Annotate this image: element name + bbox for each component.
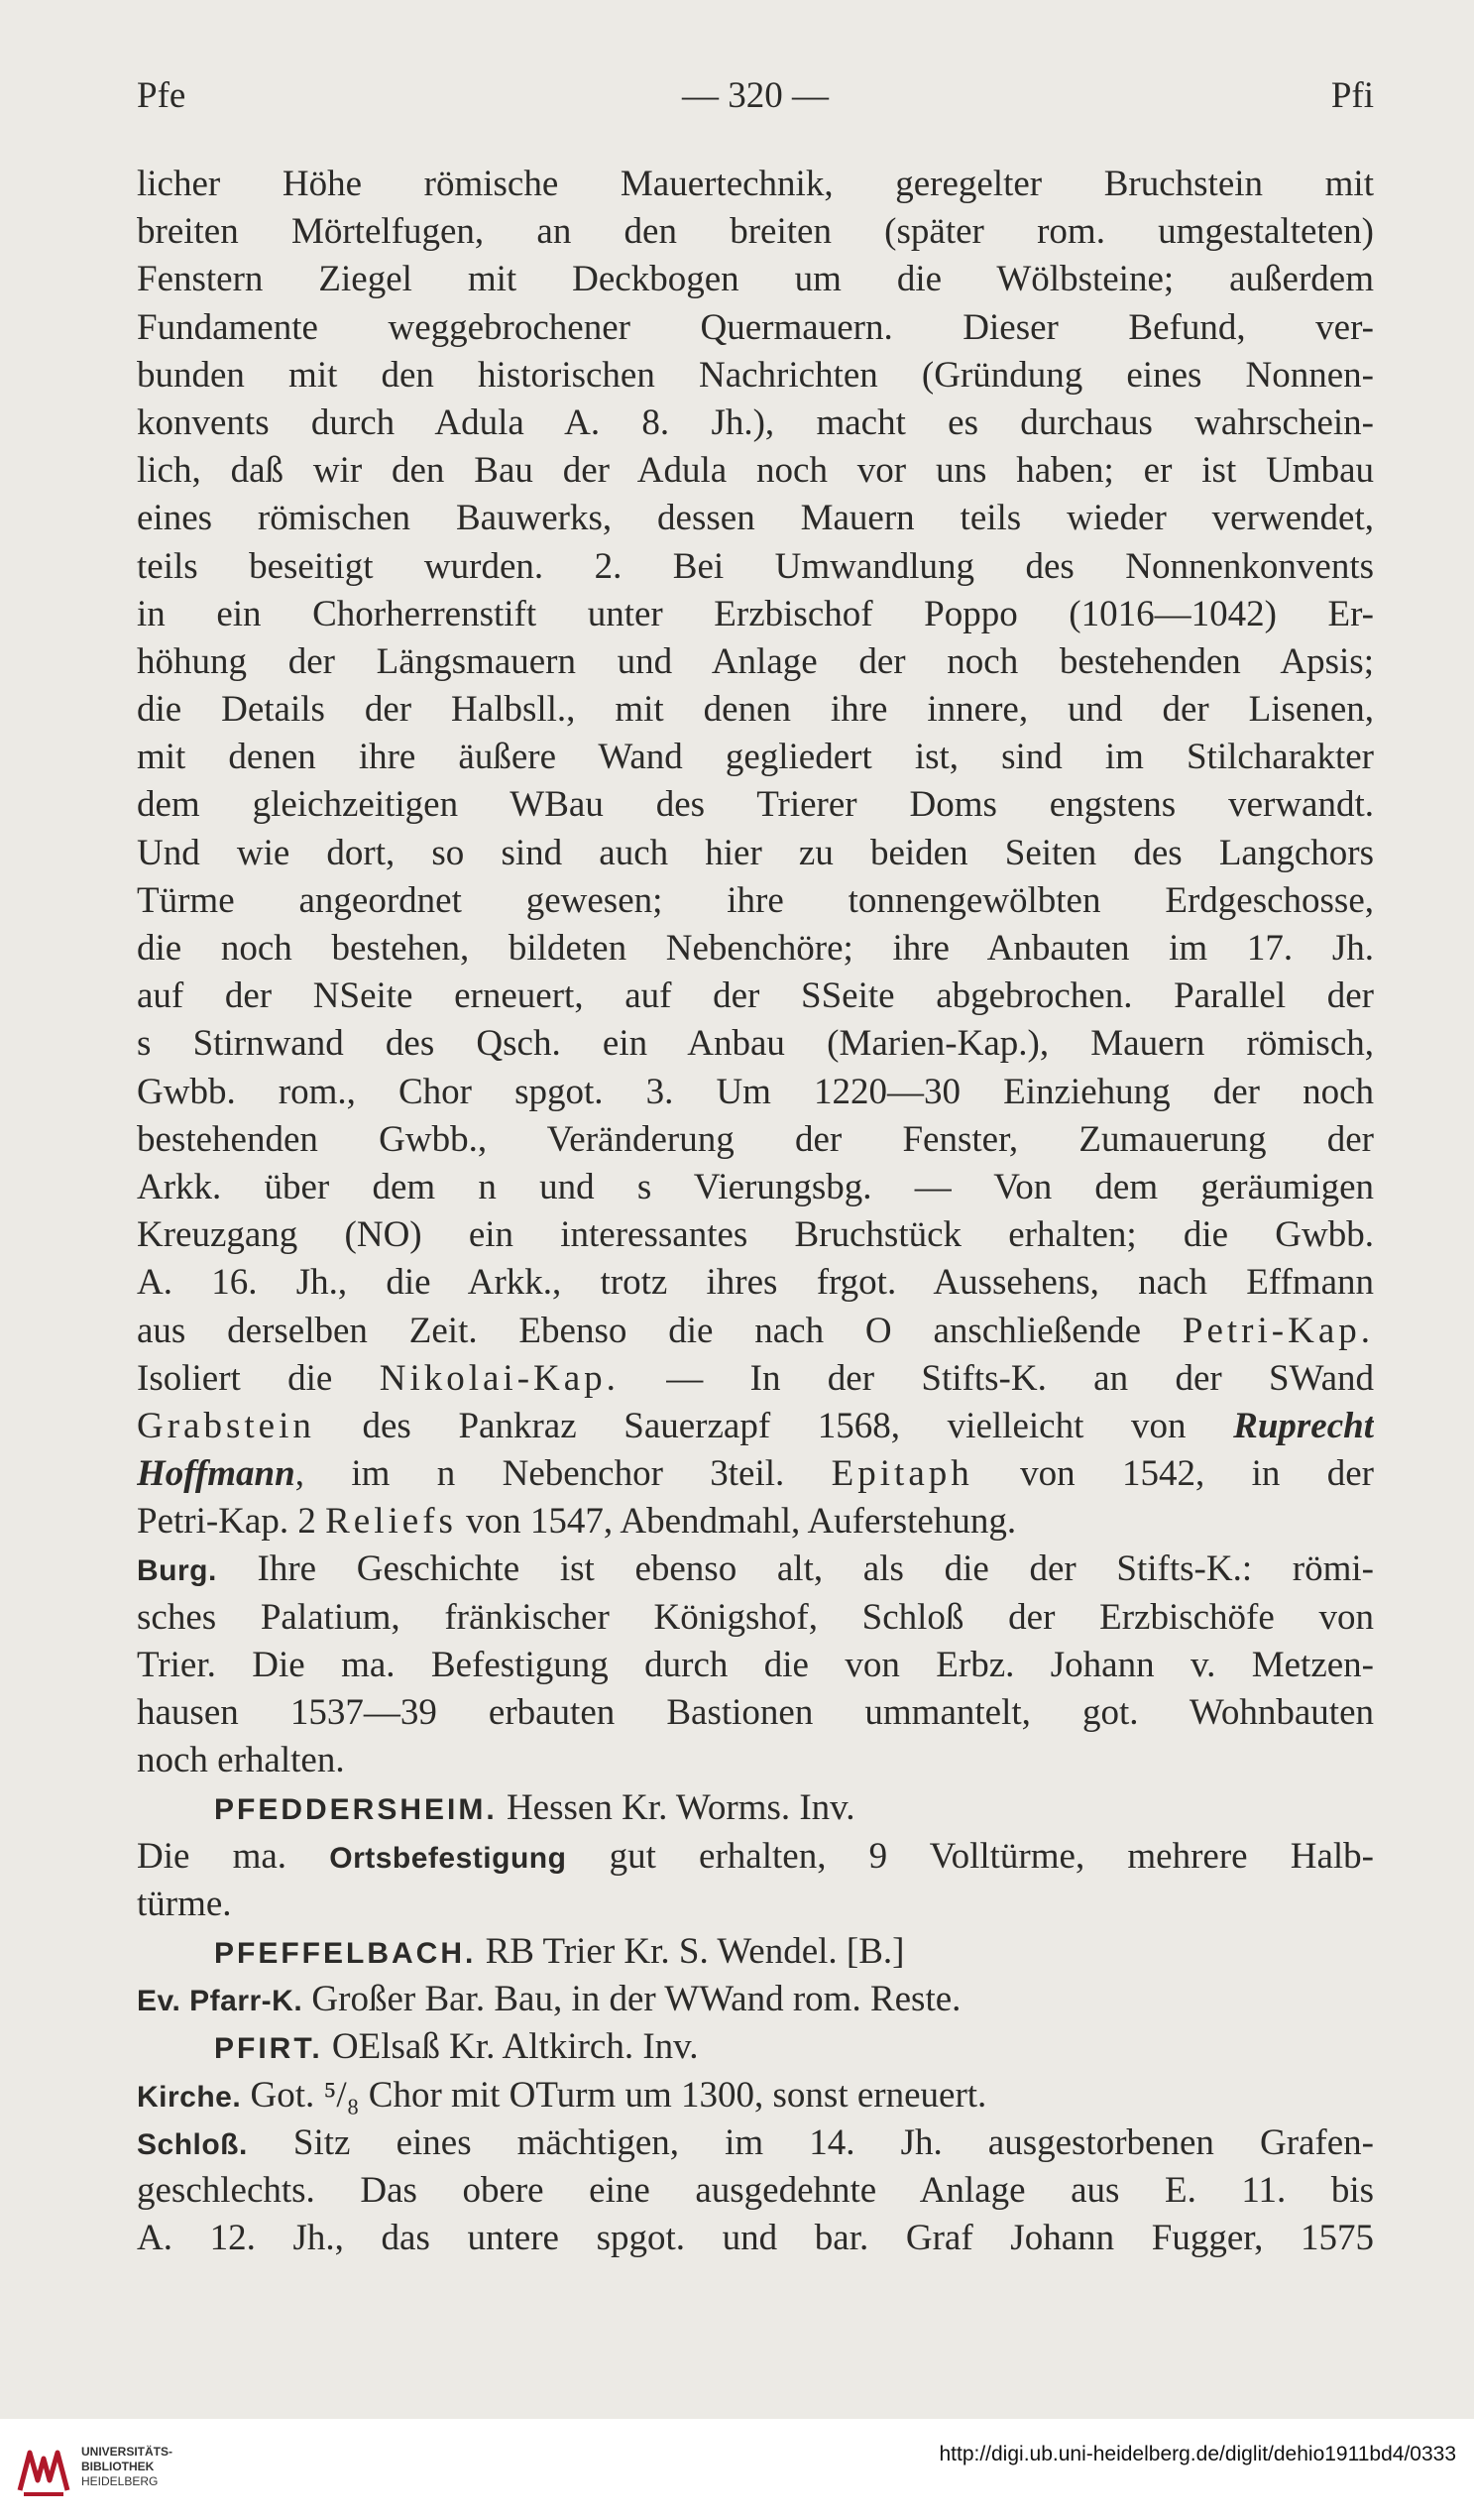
text-line — [137, 447, 1374, 495]
emphasized-text: Nikolai-Kap. — [379, 1357, 620, 1399]
text-line — [137, 400, 1374, 447]
text-line — [137, 1450, 1374, 1498]
text-line — [137, 2119, 1374, 2167]
text-run: s Stirnwand des Qsch. ein Anbau (Marien-Kap.), Mauern römisch, — [137, 1023, 1374, 1065]
text-line — [137, 591, 1374, 638]
emphasized-text: Schloß. — [137, 2127, 248, 2161]
text-run: lich, daß wir den Bau der Adula noch vor uns haben; er ist Umbau — [137, 450, 1374, 492]
text-run: die Details der Halbsll., mit denen ihre innere, und der Lisenen, — [137, 689, 1374, 731]
text-line — [137, 1403, 1374, 1450]
emphasized-text: Ev. Pfarr-K. — [137, 1985, 303, 2018]
text-line — [137, 734, 1374, 781]
text-line — [137, 877, 1374, 925]
text-line — [137, 1642, 1374, 1689]
text-run: Türme angeordnet gewesen; ihre tonnengewölbten Erdgeschosse, — [137, 879, 1374, 921]
library-name-line1: UNIVERSITÄTS- — [81, 2445, 173, 2459]
text-run: teils beseitigt wurden. 2. Bei Umwandlung des Nonnenkonvents — [137, 545, 1374, 587]
text-run: Hessen Kr. Worms. Inv. — [497, 1787, 855, 1829]
text-run: Petri-Kap. 2 — [137, 1501, 326, 1543]
emphasized-text: Ruprecht — [1233, 1405, 1374, 1446]
text-line — [137, 1116, 1374, 1164]
text-line — [137, 925, 1374, 973]
text-line — [137, 1069, 1374, 1116]
text-run: A. 16. Jh., die Arkk., trotz ihres frgot. Aussehens, nach Effmann — [137, 1262, 1374, 1304]
library-name — [81, 2445, 172, 2489]
text-line — [137, 2023, 1374, 2071]
text-line — [137, 2215, 1374, 2262]
text-line — [137, 1020, 1374, 1068]
text-run: des Pankraz Sauerzapf 1568, vielleicht von — [314, 1405, 1234, 1446]
text-run: , im n Nebenchor 3teil. — [294, 1453, 832, 1495]
text-run: von 1547, Abendmahl, Auferstehung. — [456, 1501, 1017, 1543]
text-run: Die ma. — [137, 1835, 330, 1877]
text-run: hausen 1537—39 erbauten Bastionen ummantelt, got. Wohnbauten — [137, 1692, 1374, 1733]
text-line — [137, 830, 1374, 877]
text-run: Fundamente weggebrochener Quermauern. Dieser Befund, ver- — [137, 306, 1374, 348]
emphasized-text: Grabstein — [137, 1405, 315, 1446]
text-line — [137, 161, 1374, 208]
emphasized-text: Petri-Kap. — [1182, 1310, 1374, 1351]
text-line — [137, 1355, 1374, 1403]
text-run: bunden mit den historischen Nachrichten (Gründung eines Nonnen- — [137, 354, 1374, 396]
library-name-line2: BIBLIOTHEK — [81, 2460, 155, 2473]
text-line — [137, 495, 1374, 542]
text-run: dem gleichzeitigen WBau des Trierer Doms engstens verwandt. — [137, 784, 1374, 826]
text-run: Trier. Die ma. Befestigung durch die von Erbz. Johann v. Metzen- — [137, 1644, 1374, 1685]
text-run: Und wie dort, so sind auch hier zu beiden Seiten des Langchors — [137, 832, 1374, 873]
text-run: Isoliert die — [137, 1357, 380, 1399]
body-text — [137, 161, 1374, 2262]
header-left: Pfe — [137, 75, 186, 116]
text-run: Ihre Geschichte ist ebenso alt, als die der Stifts-K.: römi- — [216, 1548, 1374, 1590]
text-run: OElsaß Kr. Altkirch. Inv. — [322, 2026, 699, 2068]
text-run: Kreuzgang (NO) ein interessantes Bruchstück erhalten; die Gwbb. — [137, 1214, 1374, 1256]
emphasized-text: Epitaph — [831, 1453, 973, 1495]
text-run: geschlechts. Das obere eine ausgedehnte Anlage aus E. 11. bis — [137, 2169, 1374, 2211]
text-line — [137, 1784, 1374, 1832]
text-line — [137, 973, 1374, 1020]
text-run: — In der Stifts-K. an der SWand — [619, 1357, 1374, 1399]
text-run: licher Höhe römische Mauertechnik, geregelter Bruchstein mit — [137, 164, 1374, 204]
text-line — [137, 1928, 1374, 1976]
emphasized-text: PFIRT. — [214, 2032, 323, 2066]
footer-bar — [0, 2419, 1474, 2520]
text-line — [137, 1308, 1374, 1355]
text-run: mit denen ihre äußere Wand gegliedert ist, sind im Stilcharakter — [137, 737, 1374, 778]
library-logo-icon — [14, 2441, 73, 2500]
text-run: konvents durch Adula A. 8. Jh.), macht es durchaus wahrschein- — [137, 401, 1374, 443]
text-run: Sitz eines mächtigen, im 14. Jh. ausgestorbenen Grafen- — [247, 2121, 1374, 2163]
text-run: auf der NSeite erneuert, auf der SSeite abgebrochen. Parallel der — [137, 975, 1374, 1017]
text-run: die noch bestehen, bildeten Nebenchöre; ihre Anbauten im 17. Jh. — [137, 928, 1374, 969]
text-line — [137, 208, 1374, 256]
text-run: von 1542, in der — [972, 1453, 1374, 1495]
text-run: aus derselben Zeit. Ebenso die nach O anschließende — [137, 1310, 1183, 1351]
text-line — [137, 352, 1374, 400]
text-run: Großer Bar. Bau, in der WWand rom. Reste. — [302, 1979, 962, 2020]
text-run: RB Trier Kr. S. Wendel. [B.] — [476, 1930, 905, 1972]
text-line — [137, 304, 1374, 352]
text-run: noch erhalten. — [137, 1740, 345, 1781]
library-name-line3: HEIDELBERG — [81, 2474, 159, 2488]
emphasized-text: Ortsbefestigung — [329, 1841, 567, 1875]
text-line — [137, 1594, 1374, 1642]
text-run: Got. ⁵/₈ Chor mit OTurm um 1300, sonst erneuert. — [241, 2074, 987, 2116]
text-run: Fenstern Ziegel mit Deckbogen um die Wölbsteine; außerdem — [137, 259, 1374, 300]
text-line — [137, 638, 1374, 686]
source-url-link[interactable]: http://digi.ub.uni-heidelberg.de/diglit/dehio1911bd4/0333 — [939, 2443, 1456, 2465]
text-run: höhung der Längsmauern und Anlage der noch bestehenden Apsis; — [137, 640, 1374, 682]
text-line — [137, 543, 1374, 591]
text-line — [137, 1211, 1374, 1259]
emphasized-text: Hoffmann — [137, 1453, 295, 1495]
text-run: A. 12. Jh., das untere spgot. und bar. Graf Johann Fugger, 1575 — [137, 2218, 1374, 2259]
text-run: gut erhalten, 9 Volltürme, mehrere Halb- — [566, 1835, 1374, 1877]
emphasized-text: Burg. — [137, 1554, 217, 1588]
text-line — [137, 1546, 1374, 1593]
text-run: Arkk. über dem n und s Vierungsbg. — Von dem geräumigen — [137, 1166, 1374, 1207]
text-line — [137, 1833, 1374, 1881]
emphasized-text: PFEDDERSHEIM. — [214, 1793, 498, 1827]
text-line — [137, 1689, 1374, 1737]
text-run: bestehenden Gwbb., Veränderung der Fenster, Zumauerung der — [137, 1118, 1374, 1160]
text-line — [137, 2072, 1374, 2119]
text-line — [137, 781, 1374, 829]
running-header — [137, 71, 1374, 121]
emphasized-text: PFEFFELBACH. — [214, 1936, 477, 1970]
text-line — [137, 2167, 1374, 2215]
text-line — [137, 1976, 1374, 2023]
emphasized-text: Kirche. — [137, 2080, 242, 2114]
text-line — [137, 686, 1374, 734]
text-run: sches Palatium, fränkischer Königshof, Schloß der Erzbischöfe von — [137, 1596, 1374, 1638]
text-line — [137, 1881, 1374, 1928]
text-run: Gwbb. rom., Chor spgot. 3. Um 1220—30 Einziehung der noch — [137, 1071, 1374, 1112]
text-run: türme. — [137, 1883, 232, 1924]
text-run: eines römischen Bauwerks, dessen Mauern teils wieder verwendet, — [137, 498, 1374, 539]
text-line — [137, 1259, 1374, 1307]
text-line — [137, 1737, 1374, 1784]
text-line — [137, 1164, 1374, 1211]
header-right: Pfi — [1330, 75, 1374, 116]
emphasized-text: Reliefs — [325, 1501, 457, 1543]
text-line — [137, 1498, 1374, 1546]
text-line — [137, 256, 1374, 303]
page-number: — 320 — — [682, 75, 829, 116]
text-run: breiten Mörtelfugen, an den breiten (später rom. umgestalteten) — [137, 211, 1374, 253]
text-run: in ein Chorherrenstift unter Erzbischof Poppo (1016—1042) Er- — [137, 593, 1374, 634]
